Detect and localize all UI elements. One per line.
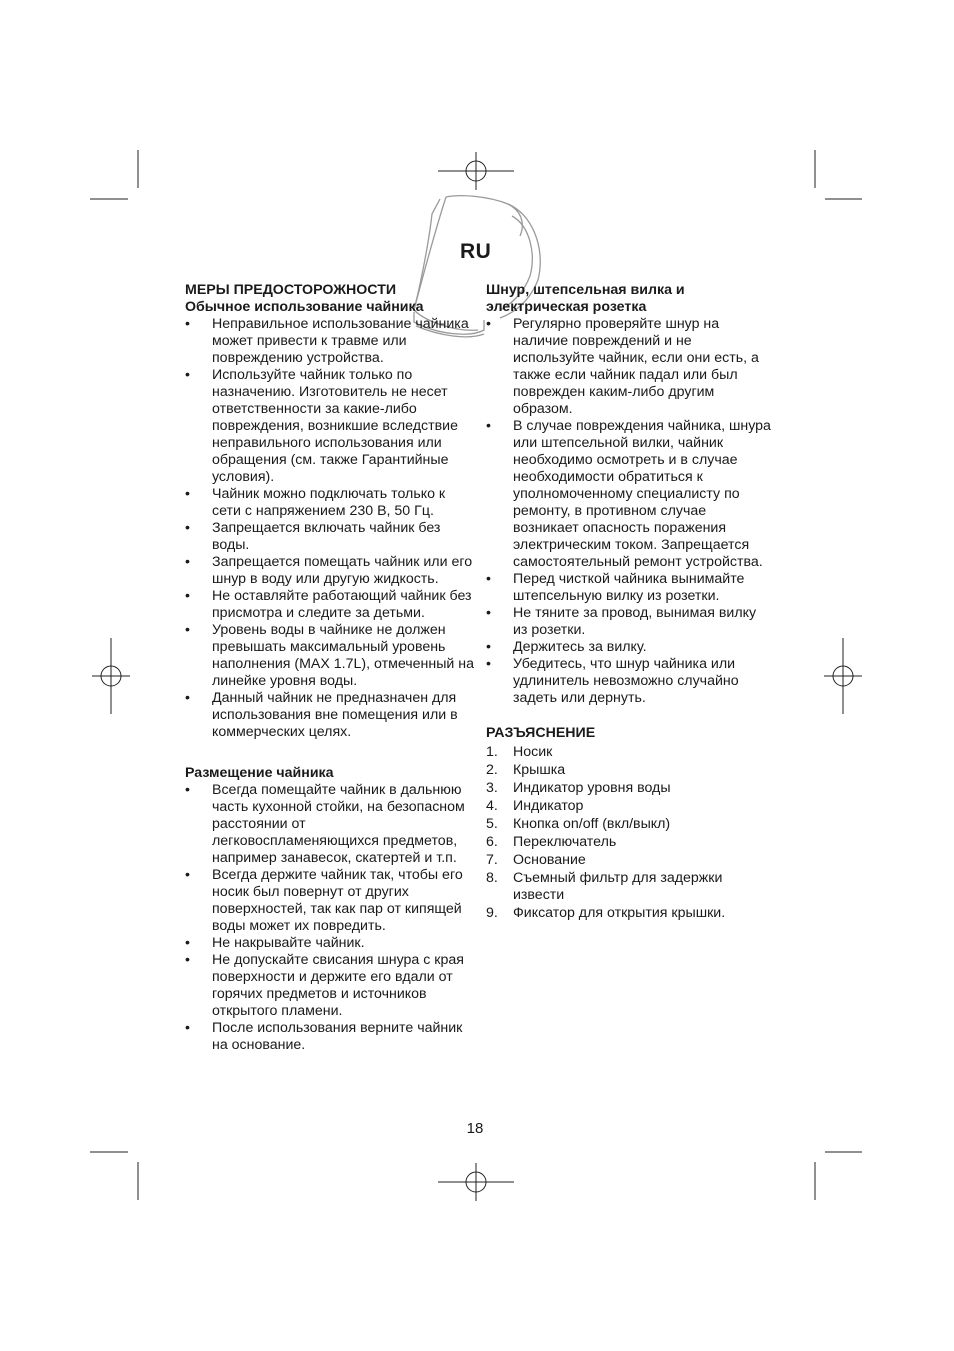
bullet-icon: •	[486, 605, 491, 621]
section-title-precautions: МЕРЫ ПРЕДОСТОРОЖНОСТИ	[185, 282, 397, 298]
list-item: • Не накрывайте чайник.	[185, 935, 365, 951]
list-cord	[486, 316, 771, 707]
legend-item: 6. Переключатель	[486, 834, 617, 850]
legend-item: 4. Индикатор	[486, 798, 584, 814]
bullet-icon: •	[185, 520, 190, 536]
list-item: • Всегда держите чайник так, чтобы его носик был повернут от других поверхностей, так как пар от кипящей воды может их повредить.	[185, 867, 463, 934]
left-column	[185, 282, 475, 1054]
list-item: • Всегда помещайте чайник в дальнюю часть кухонной стойки, на безопасном расстоянии от легковоспламеняющихся предметов, например занавесок, скатертей и т.п.	[185, 782, 465, 866]
list-item: • После использования верните чайник на основание.	[185, 1020, 463, 1053]
spacer	[486, 707, 771, 725]
subtitle-cord: Шнур, штепсельная вилка и электрическая розетка	[486, 282, 685, 315]
list-placement	[185, 782, 475, 1054]
spacer	[185, 741, 475, 759]
bullet-icon: •	[185, 867, 190, 883]
right-column	[486, 282, 771, 923]
legend-item: 9. Фиксатор для открытия крышки.	[486, 905, 726, 921]
bullet-icon: •	[185, 952, 190, 968]
subtitle-placement: Размещение чайника	[185, 765, 334, 781]
list-item: • Чайник можно подключать только к сети с напряжением 230 В, 50 Гц.	[185, 486, 446, 519]
bullet-icon: •	[486, 639, 491, 655]
legend-item: 7. Основание	[486, 852, 586, 868]
bullet-icon: •	[486, 571, 491, 587]
bullet-icon: •	[185, 486, 190, 502]
list-item: • В случае повреждения чайника, шнура или штепсельной вилки, чайник необходимо осмотреть и в случае необходимости обратиться к уполномоченному специалисту по ремонту, в противном случае возникает опасность поражения электрическим током. Запрещается самостоятельный ремонт устройства.	[486, 418, 771, 570]
list-item: • Запрещается включать чайник без воды.	[185, 520, 441, 553]
list-item: • Данный чайник не предназначен для использования вне помещения или в коммерческих целях.	[185, 690, 458, 740]
list-item: • Не оставляйте работающий чайник без присмотра и следите за детьми.	[185, 588, 472, 621]
legend-item: 5. Кнопка on/off (вкл/выкл)	[486, 816, 671, 832]
bullet-icon: •	[185, 1020, 190, 1036]
bullet-icon: •	[486, 418, 491, 434]
list-item: • Запрещается помещать чайник или его шнур в воду или другую жидкость.	[185, 554, 473, 587]
list-item: • Держитесь за вилку.	[486, 639, 647, 655]
list-item: • Неправильное использование чайника может привести к травме или повреждению устройства.	[185, 316, 469, 366]
section-title-legend: РАЗЪЯСНЕНИЕ	[486, 725, 596, 741]
bullet-icon: •	[486, 316, 491, 332]
bullet-icon: •	[185, 622, 190, 638]
list-normal-use	[185, 316, 475, 741]
bullet-icon: •	[486, 656, 491, 672]
bullet-icon: •	[185, 690, 190, 706]
list-item: • Уровень воды в чайнике не должен превышать максимальный уровень наполнения (MAX 1.7L), отмеченный на линейке уровня воды.	[185, 622, 474, 689]
language-label: RU	[460, 240, 492, 263]
bullet-icon: •	[185, 588, 190, 604]
list-item: • Не тяните за провод, вынимая вилку из розетки.	[486, 605, 757, 638]
list-item: • Используйте чайник только по назначению. Изготовитель не несет ответственности за какие-либо повреждения, возникшие вследствие неправильного использования или обращения (см. также Гарантийные условия).	[185, 367, 458, 485]
list-item: • Не допускайте свисания шнура с края поверхности и держите его вдали от горячих предметов и источников открытого пламени.	[185, 952, 464, 1019]
legend-item: 8. Съемный фильтр для задержки извести	[486, 870, 723, 903]
legend-item: 2. Крышка	[486, 762, 566, 778]
legend-item: 3. Индикатор уровня воды	[486, 780, 671, 796]
list-item: • Перед чисткой чайника вынимайте штепсельную вилку из розетки.	[486, 571, 745, 604]
page-number: 18	[466, 1120, 484, 1137]
bullet-icon: •	[185, 782, 190, 798]
bullet-icon: •	[185, 367, 190, 383]
bullet-icon: •	[185, 316, 190, 332]
list-legend	[486, 744, 771, 922]
list-item: • Регулярно проверяйте шнур на наличие повреждений и не используйте чайник, если они есть, а также если чайник падал или был поврежден каким-либо другим образом.	[486, 316, 759, 417]
bullet-icon: •	[185, 935, 190, 951]
legend-item: 1. Носик	[486, 744, 553, 760]
list-item: • Убедитесь, что шнур чайника или удлинитель невозможно случайно задеть или дернуть.	[486, 656, 739, 706]
subtitle-normal-use: Обычное использование чайника	[185, 299, 424, 315]
bullet-icon: •	[185, 554, 190, 570]
